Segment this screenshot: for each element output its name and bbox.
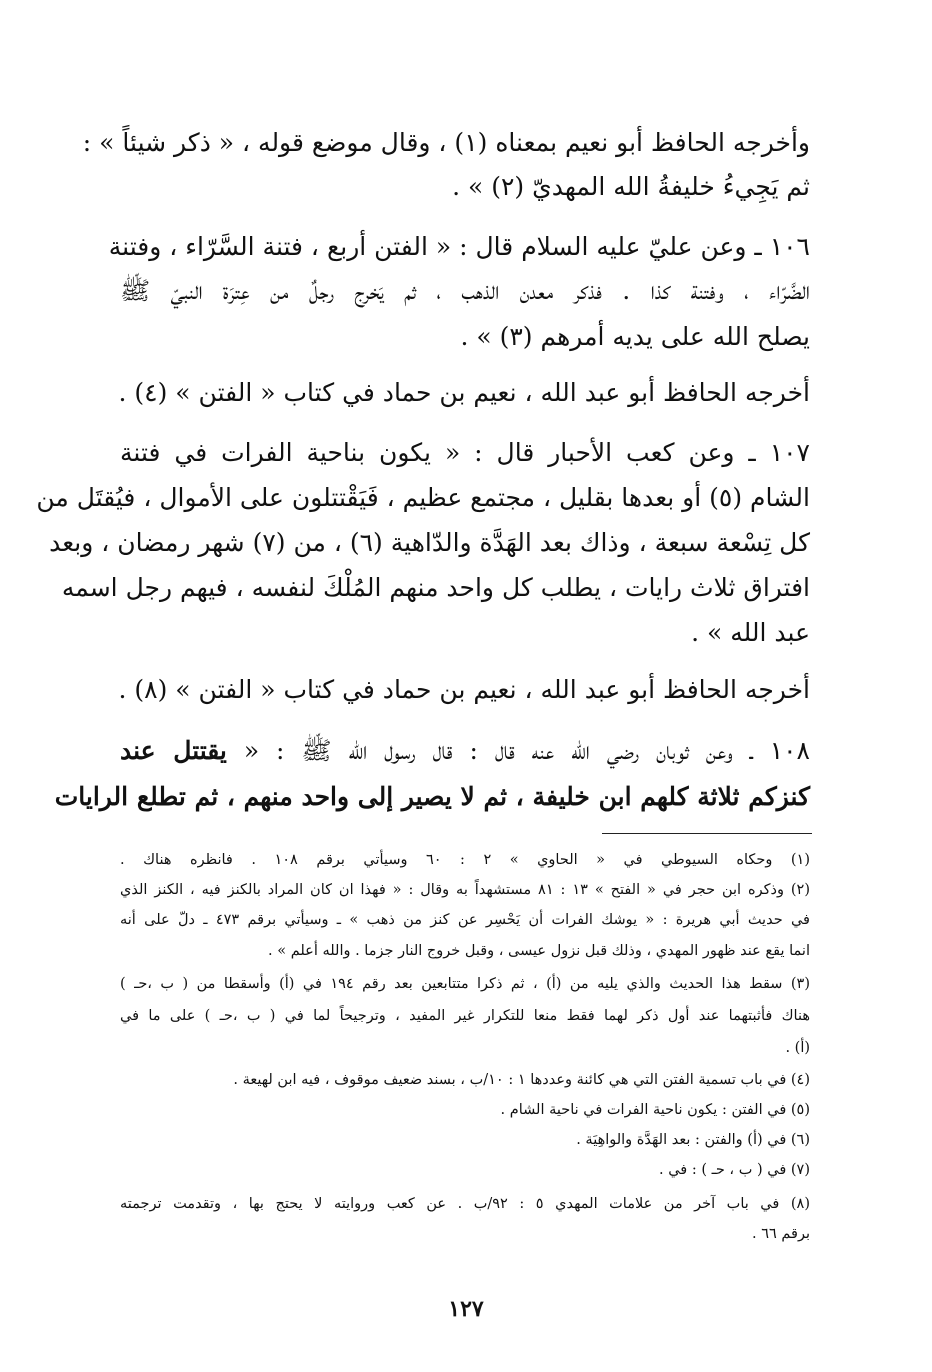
footnote: (٤) في باب تسمية الفتن التي هي كائنة وعددها ١ : ١٠/ب ، بسند ضعيف موقوف ، فيه ابن لهيعة .	[233, 1072, 810, 1088]
text-line: الضَّرّاء ، وفتنة كذا . فذكر معدن الذهب ، ثم يَخرج رجلٌ من عِترَة النبيّ ﷺ	[120, 276, 810, 305]
text-line: كل تِسْعة سبعة ، وذاك بعد الهَدَّة والدّاهية (٦) ، من (٧) شهر رمضان ، وبعد	[49, 528, 810, 557]
footnote: (٧) في ( ب ، حـ ) : في .	[659, 1162, 810, 1178]
footnote-separator	[602, 833, 812, 834]
text-line: افتراق ثلاث رايات ، يطلب كل واحد منهم المُلْكَ لنفسه ، فيهم رجل اسمه	[61, 573, 810, 602]
text-line: ١٠٦ ـ وعن عليّ عليه السلام قال : « الفتن أربع ، فتنة السَّرّاء ، وفتنة	[108, 232, 810, 261]
footnote: (٥) في الفتن : يكون ناحية الفرات في ناحية الشام .	[500, 1102, 810, 1118]
text-line: عبد الله » .	[691, 618, 810, 647]
footnote: (أ) .	[785, 1040, 810, 1056]
footnote: (٨) في باب آخر من علامات المهدي ٥ : ٩٢/ب . عن كعب وروايته لا يحتج بها ، وتقدمت ترجمته	[120, 1196, 810, 1212]
text-line: الشام (٥) أو بعدها بقليل ، مجتمع عظيم ، فَيَقْتتلون على الأموال ، فيُقتَل من	[36, 483, 810, 512]
footnote: انما يقع عند ظهور المهدي ، وذلك قبل نزول عيسى ، وقبل خروج النار جزما . والله أعلم » .	[268, 943, 810, 959]
footnote: في حديث أبي هريرة : « يوشك الفرات أن يَحْسِر عن كنز من ذهب » ـ وسيأتي برقم ٤٧٣ ـ دلّ على أنه	[120, 912, 810, 928]
text-line: أخرجه الحافظ أبو عبد الله ، نعيم بن حماد في كتاب « الفتن » (٨) .	[118, 675, 810, 704]
text-line: وأخرجه الحافظ أبو نعيم بمعناه (١) ، وقال موضع قوله ، « ذكر شيئاً » :	[82, 128, 810, 157]
text-line: يصلح الله على يديه أمرهم (٣) » .	[460, 322, 810, 351]
footnote: (٢) وذكره ابن حجر في « الفتح » ١٣ : ٨١ مستشهداً به وقال : « فهذا ان كان المراد بالكنز فيه ، الكنز الذي	[120, 882, 810, 898]
footnote: (١) وحكاه السيوطي في « الحاوي » ٢ : ٦٠ وسيأتي برقم ١٠٨ . فانظره هناك .	[120, 852, 810, 868]
footnote: (٦) في (أ) والفتن : بعد الهَدَّة والواهِيَة .	[576, 1132, 810, 1148]
footnote: هناك فأثبتهما عند أول ذكر لهما فقط منعا للتكرار غير المفيد ، وترجيحاً لما في ( ب ،حـ ) على ما في	[120, 1008, 810, 1024]
text-line: ثم يَجِيءُ خليفةُ الله المهديّ (٢) » .	[452, 172, 810, 201]
footnote: برقم ٦٦ .	[751, 1226, 810, 1242]
text-line: ١٠٧ ـ وعن كعب الأحبار قال : « يكون بناحية الفرات في فتنة	[120, 438, 810, 467]
plain-text: ١٠٨ ـ وعن ثوبان رضي الله عنه قال : قال رسول الله ﷺ : «	[226, 736, 810, 765]
bold-text: كنزكم ثلاثة كلهم ابن خليفة ، ثم لا يصير إلى واحد منهم ، ثم تطلع الرايات	[54, 782, 810, 811]
text-line	[54, 782, 810, 812]
footnote: (٣) سقط هذا الحديث والذي يليه من (أ) ، ثم ذكرا متتابعين بعد رقم ١٩٤ في (أ) وأسقطا من ( ب ،حـ )	[120, 976, 810, 992]
text-line: أخرجه الحافظ أبو عبد الله ، نعيم بن حماد في كتاب « الفتن » (٤) .	[118, 378, 810, 407]
page-number: ١٢٧	[448, 1296, 484, 1322]
text-line	[120, 736, 810, 766]
bold-text: يقتتل عند	[120, 736, 227, 765]
